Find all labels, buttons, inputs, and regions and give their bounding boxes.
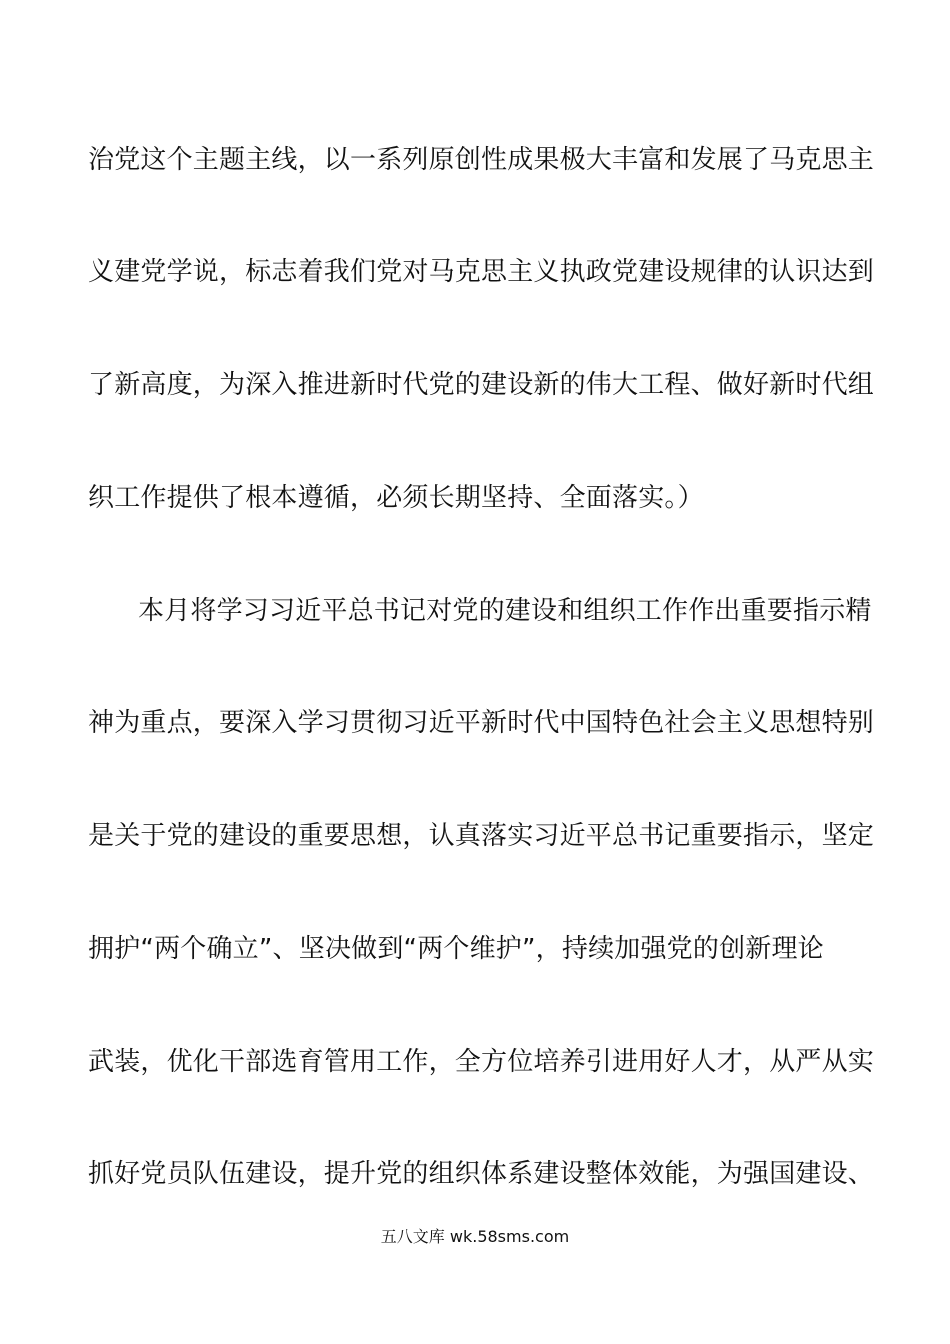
body-text-line: 抓好党员队伍建设，提升党的组织体系建设整体效能，为强国建设、 bbox=[88, 1159, 875, 1189]
body-text-line: 神为重点，要深入学习贯彻习近平新时代中国特色社会主义思想特别 bbox=[88, 708, 875, 738]
body-text-line: 是关于党的建设的重要思想，认真落实习近平总书记重要指示，坚定 bbox=[88, 821, 875, 851]
body-text-line: 了新高度，为深入推进新时代党的建设新的伟大工程、做好新时代组 bbox=[88, 370, 875, 400]
body-text-line: 义建党学说，标志着我们党对马克思主义执政党建设规律的认识达到 bbox=[88, 257, 875, 287]
body-text-line: 拥护“两个确立”、坚决做到“两个维护”，持续加强党的创新理论 bbox=[88, 934, 824, 964]
body-text-line: 武装，优化干部选育管用工作，全方位培养引进用好人才，从严从实 bbox=[88, 1047, 875, 1077]
body-text-line: 治党这个主题主线，以一系列原创性成果极大丰富和发展了马克思主 bbox=[88, 145, 875, 175]
footer-watermark: 五八文库 wk.58sms.com bbox=[380, 1227, 570, 1246]
body-text-line: 织工作提供了根本遵循，必须长期坚持、全面落实。） bbox=[88, 483, 704, 513]
paragraph-first-line: 本月将学习习近平总书记对党的建设和组织工作作出重要指示精 bbox=[138, 596, 872, 626]
